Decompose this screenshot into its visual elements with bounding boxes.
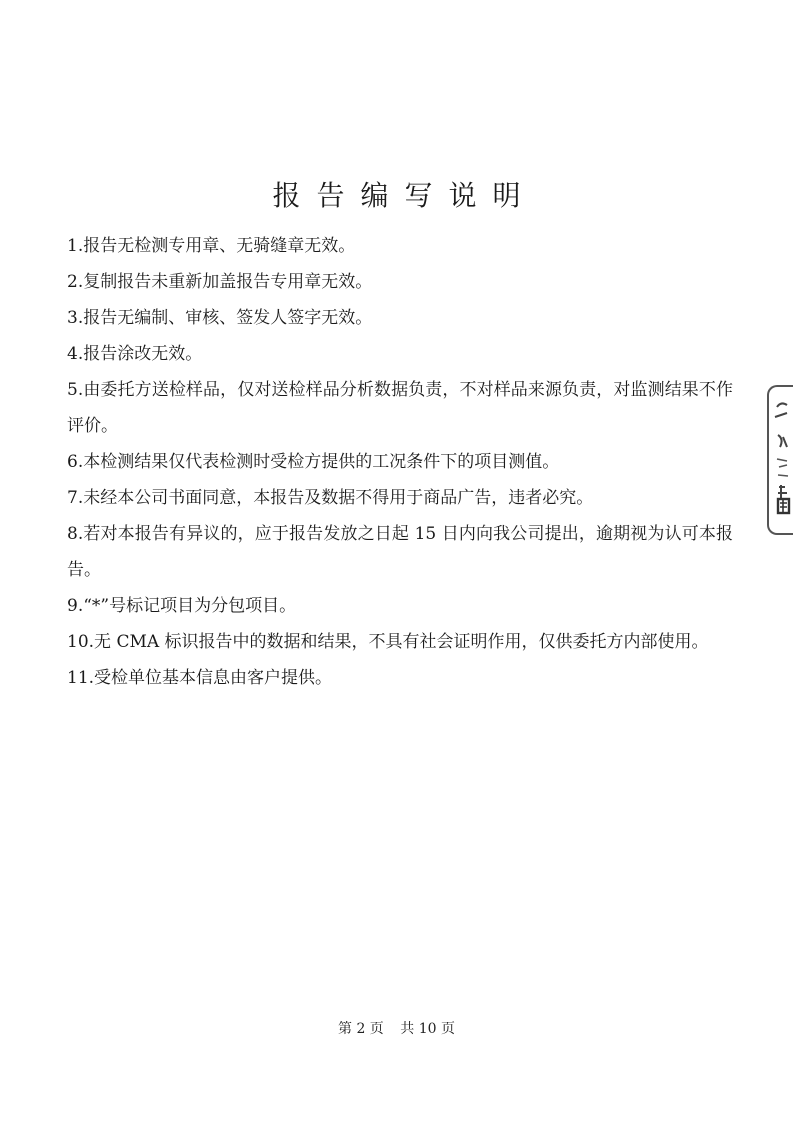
seam-seal-stamp xyxy=(767,385,793,535)
notes-list xyxy=(67,228,733,696)
note-item: 1.报告无检测专用章、无骑缝章无效。 xyxy=(67,236,356,256)
note-item: 5.由委托方送检样品，仅对送检样品分析数据负责，不对样品来源负责，对监测结果不作评价。 xyxy=(67,380,733,436)
seam-seal-icon xyxy=(769,387,793,537)
note-item: 8.若对本报告有异议的，应于报告发放之日起 15 日内向我公司提出，逾期视为认可本报告。 xyxy=(67,524,733,580)
page-total: 共 10 页 xyxy=(400,1021,455,1037)
note-item: 4.报告涂改无效。 xyxy=(67,344,203,364)
note-item: 9.“*”号标记项目为分包项目。 xyxy=(67,596,297,616)
page-footer xyxy=(0,1018,793,1038)
page-number: 第 2 页 xyxy=(338,1021,384,1037)
note-item: 10.无 CMA 标识报告中的数据和结果，不具有社会证明作用，仅供委托方内部使用。 xyxy=(67,632,709,652)
note-item: 11.受检单位基本信息由客户提供。 xyxy=(67,668,333,688)
page-title: 报告编写说明 xyxy=(272,179,537,212)
note-item: 6.本检测结果仅代表检测时受检方提供的工况条件下的项目测值。 xyxy=(67,452,560,472)
note-item: 3.报告无编制、审核、签发人签字无效。 xyxy=(67,308,373,328)
note-item: 2.复制报告未重新加盖报告专用章无效。 xyxy=(67,272,373,292)
note-item: 7.未经本公司书面同意，本报告及数据不得用于商品广告，违者必究。 xyxy=(67,488,594,508)
